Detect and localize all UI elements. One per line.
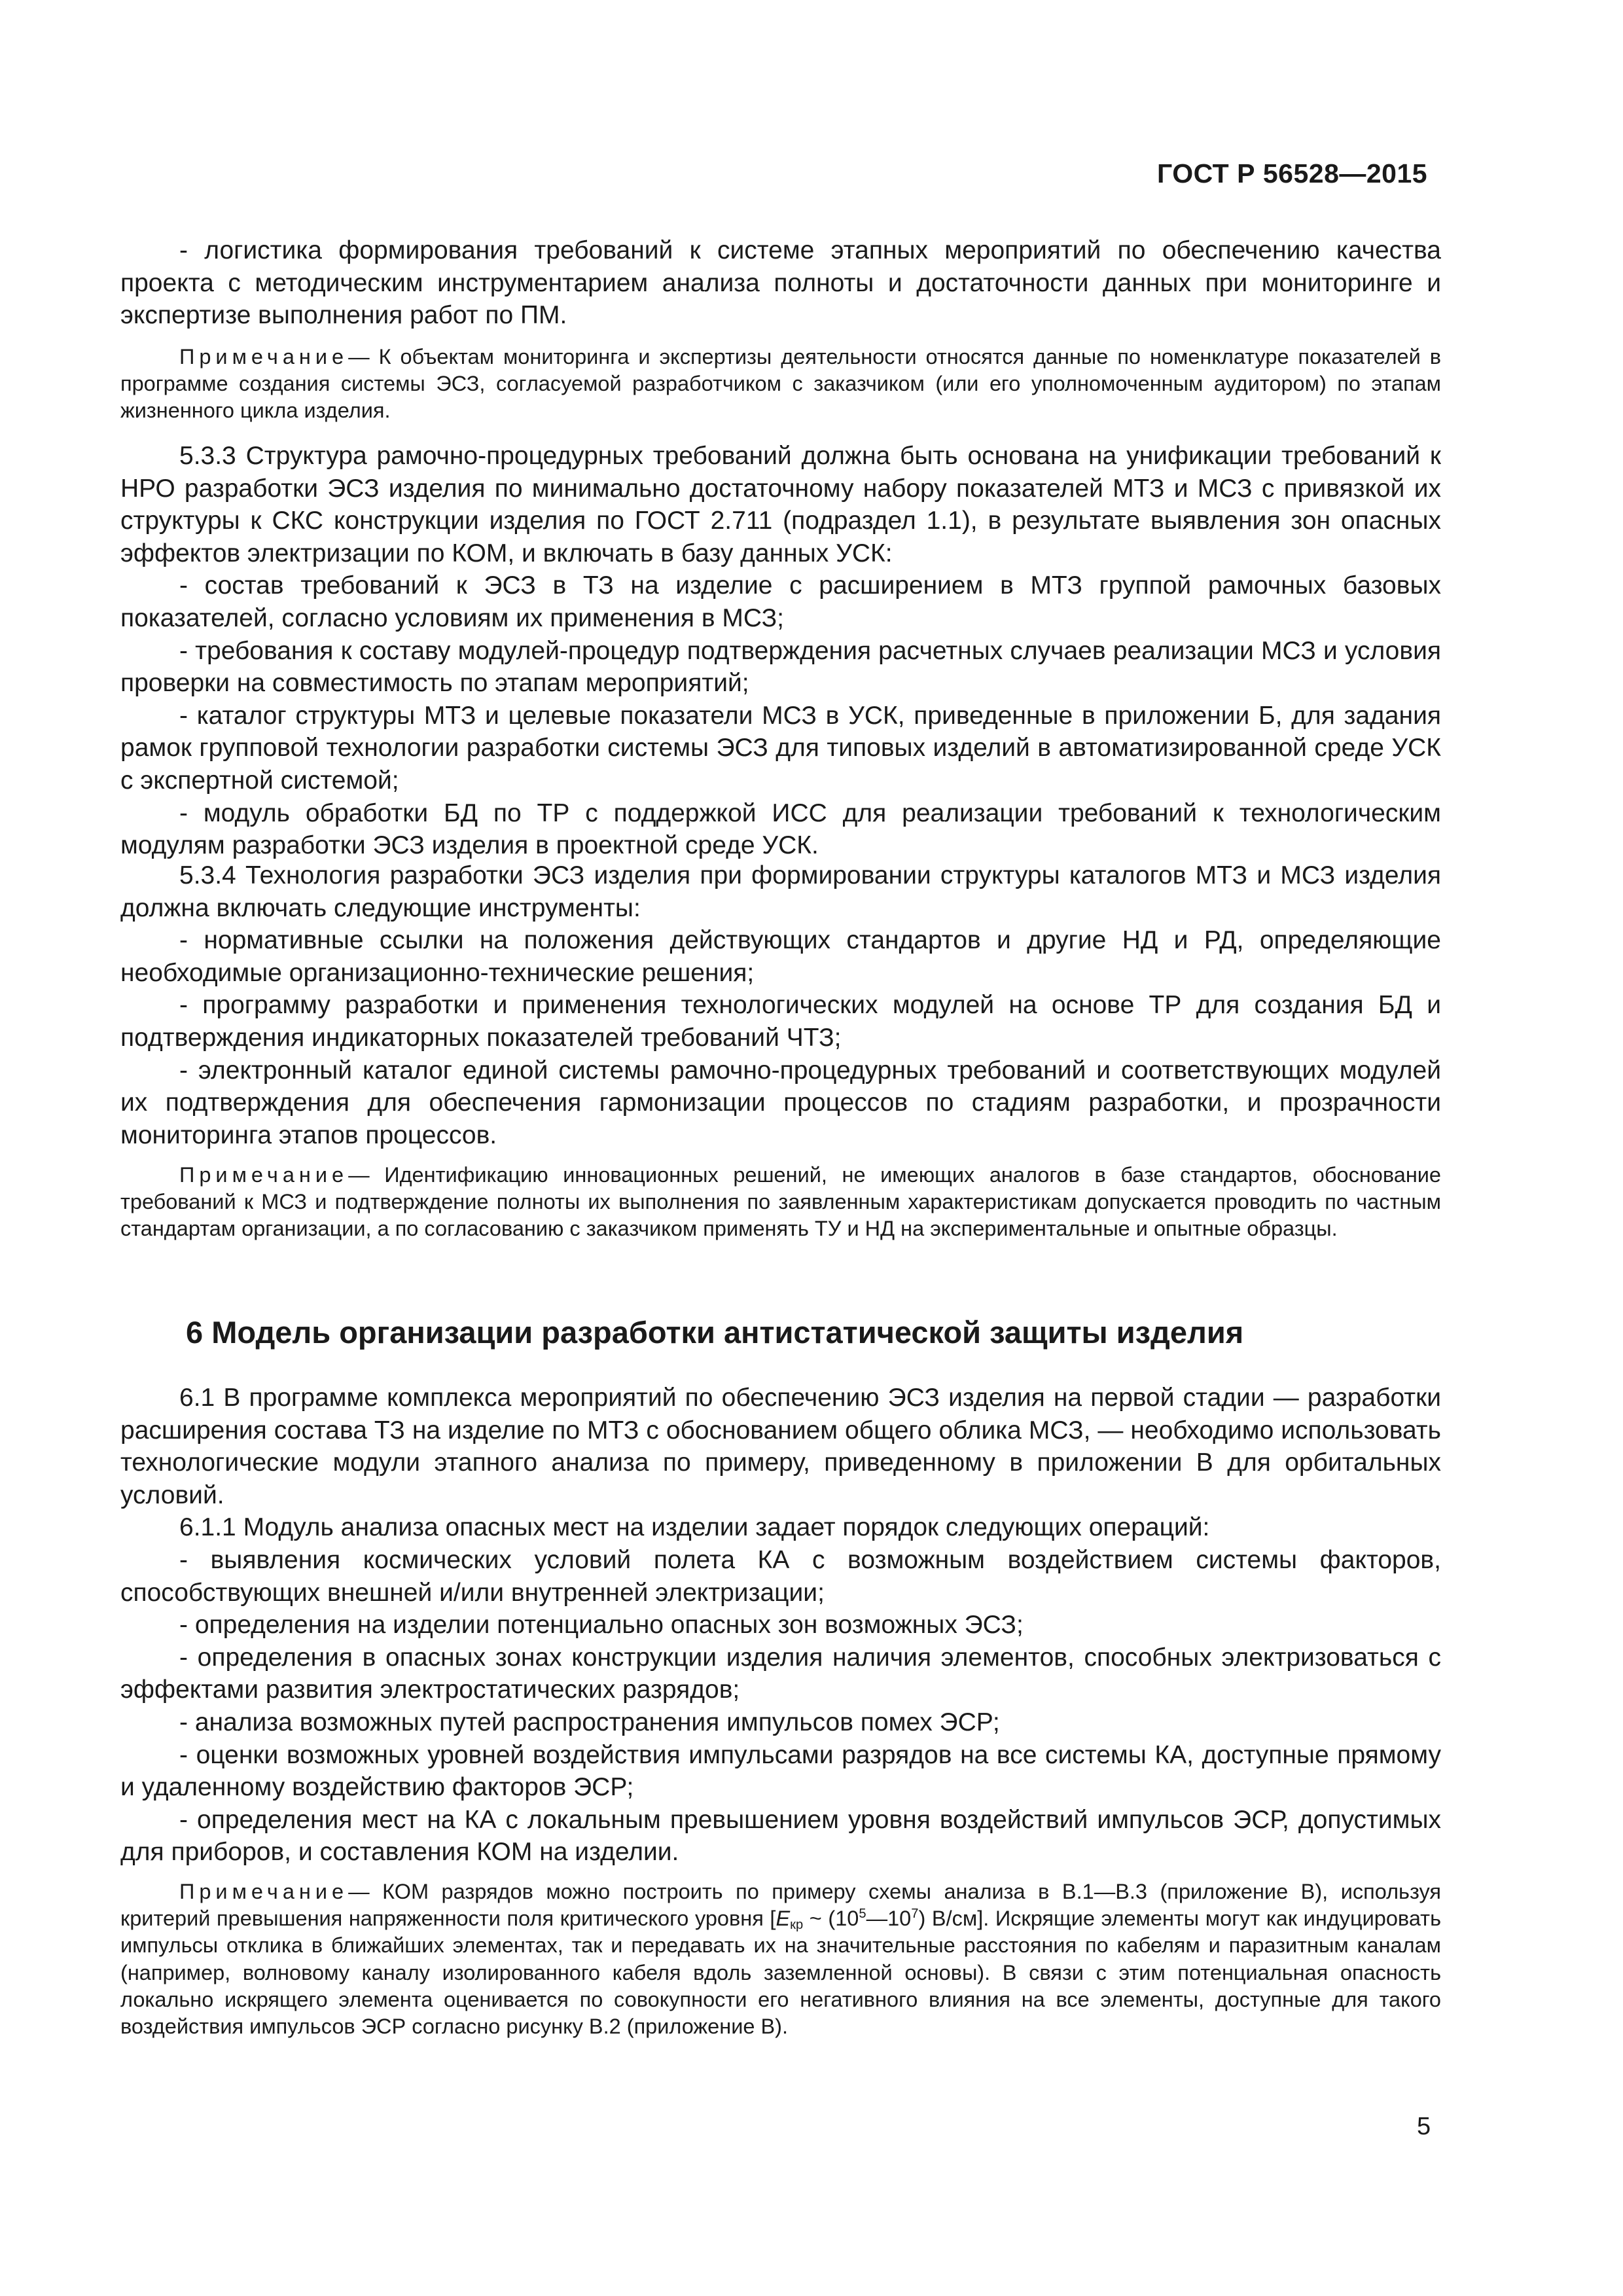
section-5-3-3-item: - каталог структуры МТЗ и целевые показатели МСЗ в УСК, приведенные в приложении Б, для задания рамок групповой технологии разработки системы ЭСЗ для типовых изделий в автоматизированной среде УСК с экспертной системой; [120, 701, 1441, 795]
section-6-item: - определения в опасных зонах конструкции изделия наличия элементов, способных электризоваться с эффектами развития электростатических разрядов; [120, 1643, 1441, 1704]
section-5-3-4-intro: 5.3.4 Технология разработки ЭСЗ изделия при формировании структуры каталогов МТЗ и МСЗ изделия должна включать следующие инструменты: [120, 861, 1441, 922]
note-1-label: Примечание [179, 345, 349, 368]
note-3-text-4: ) В/см]. Искрящие элементы могут как индуцировать импульсы отклика в ближайших элементах, так и передавать их на значительные расстояния по кабелям и паразитным каналам (например, волновому каналу изолированного кабеля вдоль заземленной основы). В связи с этим потенциальная опасность локально искрящего элемента оценивается по совокупности его негативного влияния на все элементы, доступные для такого воздействия импульсов ЭСР согласно рисунку В.2 (приложение В). [120, 1907, 1441, 2039]
note-3 [120, 1878, 1441, 2040]
section-5-3-4-item: - программу разработки и применения технологических модулей на основе ТР для создания БД и подтверждения индикаторных показателей требований ЧТЗ; [120, 991, 1441, 1052]
paragraph-6-1: 6.1 В программе комплекса мероприятий по обеспечению ЭСЗ изделия на первой стадии — разработки расширения состава ТЗ на изделие по МТЗ с обоснованием общего облика МСЗ, — необходимо использовать технологические модули этапного анализа по примеру, приведенному в приложении В для орбитальных условий. [120, 1384, 1441, 1509]
section-5-3-3 [120, 440, 1441, 862]
paragraph-6-1-1: 6.1.1 Модуль анализа опасных мест на изделии задает порядок следующих операций: [179, 1513, 1210, 1542]
note-1-text: — К объектам мониторинга и экспертизы деятельности относятся данные по номенклатуре показателей в программе создания системы ЭСЗ, согласуемой разработчиком с заказчиком (или его уполномоченным аудитором) по этапам жизненного цикла изделия. [120, 345, 1441, 423]
note-2-label: Примечание [179, 1163, 349, 1187]
page-number: 5 [1417, 2113, 1431, 2140]
note-1 [120, 344, 1441, 425]
exponent-5: 5 [859, 1907, 866, 1922]
section-6-item: - выявления космических условий полета КА с возможным воздействием системы факторов, способствующих внешней и/или внутренней электризации; [120, 1545, 1441, 1607]
section-5-3-3-item: - модуль обработки БД по ТР с поддержкой ИСС для реализации требований к технологическим модулям разработки ЭСЗ изделия в проектной среде УСК. [120, 798, 1441, 860]
section-6-heading-block [120, 1314, 1441, 1351]
exponent-7: 7 [911, 1907, 919, 1922]
section-5-3-3-item: - состав требований к ЭСЗ в ТЗ на изделие с расширением в МТЗ группой рамочных базовых показателей, согласно условиям их применения в МСЗ; [120, 571, 1441, 632]
note-2-text: — Идентификацию инновационных решений, не имеющих аналогов в базе стандартов, обоснование требований к МСЗ и подтверждение полноты их выполнения по заявленным характеристикам допускается проводить по частным стандартам организации, а по согласованию с заказчиком применять ТУ и НД на экспериментальные и опытные образцы. [120, 1163, 1441, 1241]
note-3-paragraph [120, 1878, 1441, 2040]
note-3-text-1: — КОМ разрядов можно построить по примеру схемы анализа в В.1—В.3 (приложение В), используя критерий превышения напряженности поля критического уровня [ [120, 1880, 1441, 1931]
logistics-paragraph: - логистика формирования требований к системе этапных мероприятий по обеспечению качества проекта с методическим инструментарием анализа полноты и достаточности данных при мониторинге и экспертизе выполнения работ по ПМ. [120, 236, 1441, 330]
note-3-label: Примечание [179, 1880, 349, 1903]
section-6-item: - определения мест на КА с локальным превышением уровня воздействий импульсов ЭСР, допустимых для приборов, и составления КОМ на изделии. [120, 1805, 1441, 1867]
note-2-paragraph [120, 1162, 1441, 1243]
section-6-body [120, 1382, 1441, 1869]
section-6-item: - анализа возможных путей распространения импульсов помех ЭСР; [179, 1708, 1000, 1736]
section-5-3-3-item: - требования к составу модулей-процедур подтверждения расчетных случаев реализации МСЗ и условия проверки на совместимость по этапам мероприятий; [120, 636, 1441, 698]
standard-header: ГОСТ Р 56528—2015 [1157, 158, 1428, 188]
section-5-3-4-item: - нормативные ссылки на положения действующих стандартов и другие НД и РД, определяющие необходимые организационно-технические решения; [120, 926, 1441, 987]
note-2 [120, 1162, 1441, 1243]
note-3-text-2: ~ (10 [803, 1907, 859, 1931]
section-6-heading: 6 Модель организации разработки антистатической защиты изделия [186, 1315, 1244, 1350]
section-6-item: - оценки возможных уровней воздействия импульсами разрядов на все системы КА, доступные прямому и удаленному воздействию факторов ЭСР; [120, 1740, 1441, 1802]
note-3-text-3: —10 [866, 1907, 912, 1931]
note-1-paragraph [120, 344, 1441, 425]
field-strength-symbol: E [776, 1907, 791, 1931]
section-6-item: - определения на изделии потенциально опасных зон возможных ЭСЗ; [179, 1611, 1024, 1640]
field-strength-subscript: кр [790, 1918, 804, 1933]
logistics-paragraph-block [120, 234, 1441, 332]
section-5-3-4 [120, 859, 1441, 1151]
section-5-3-3-intro: 5.3.3 Структура рамочно-процедурных требований должна быть основана на унификации требований к НРО разработки ЭСЗ изделия по минимально достаточному набору показателей МТЗ и МСЗ с привязкой их структуры к СКС конструкции изделия по ГОСТ 2.711 (подраздел 1.1), в результате выявления зон опасных эффектов электризации по КОМ, и включать в базу данных УСК: [120, 442, 1441, 567]
section-5-3-4-item: - электронный каталог единой системы рамочно-процедурных требований и соответствующих модулей их подтверждения для обеспечения гармонизации процессов по стадиям разработки, и прозрачности мониторинга этапов процессов. [120, 1056, 1441, 1149]
